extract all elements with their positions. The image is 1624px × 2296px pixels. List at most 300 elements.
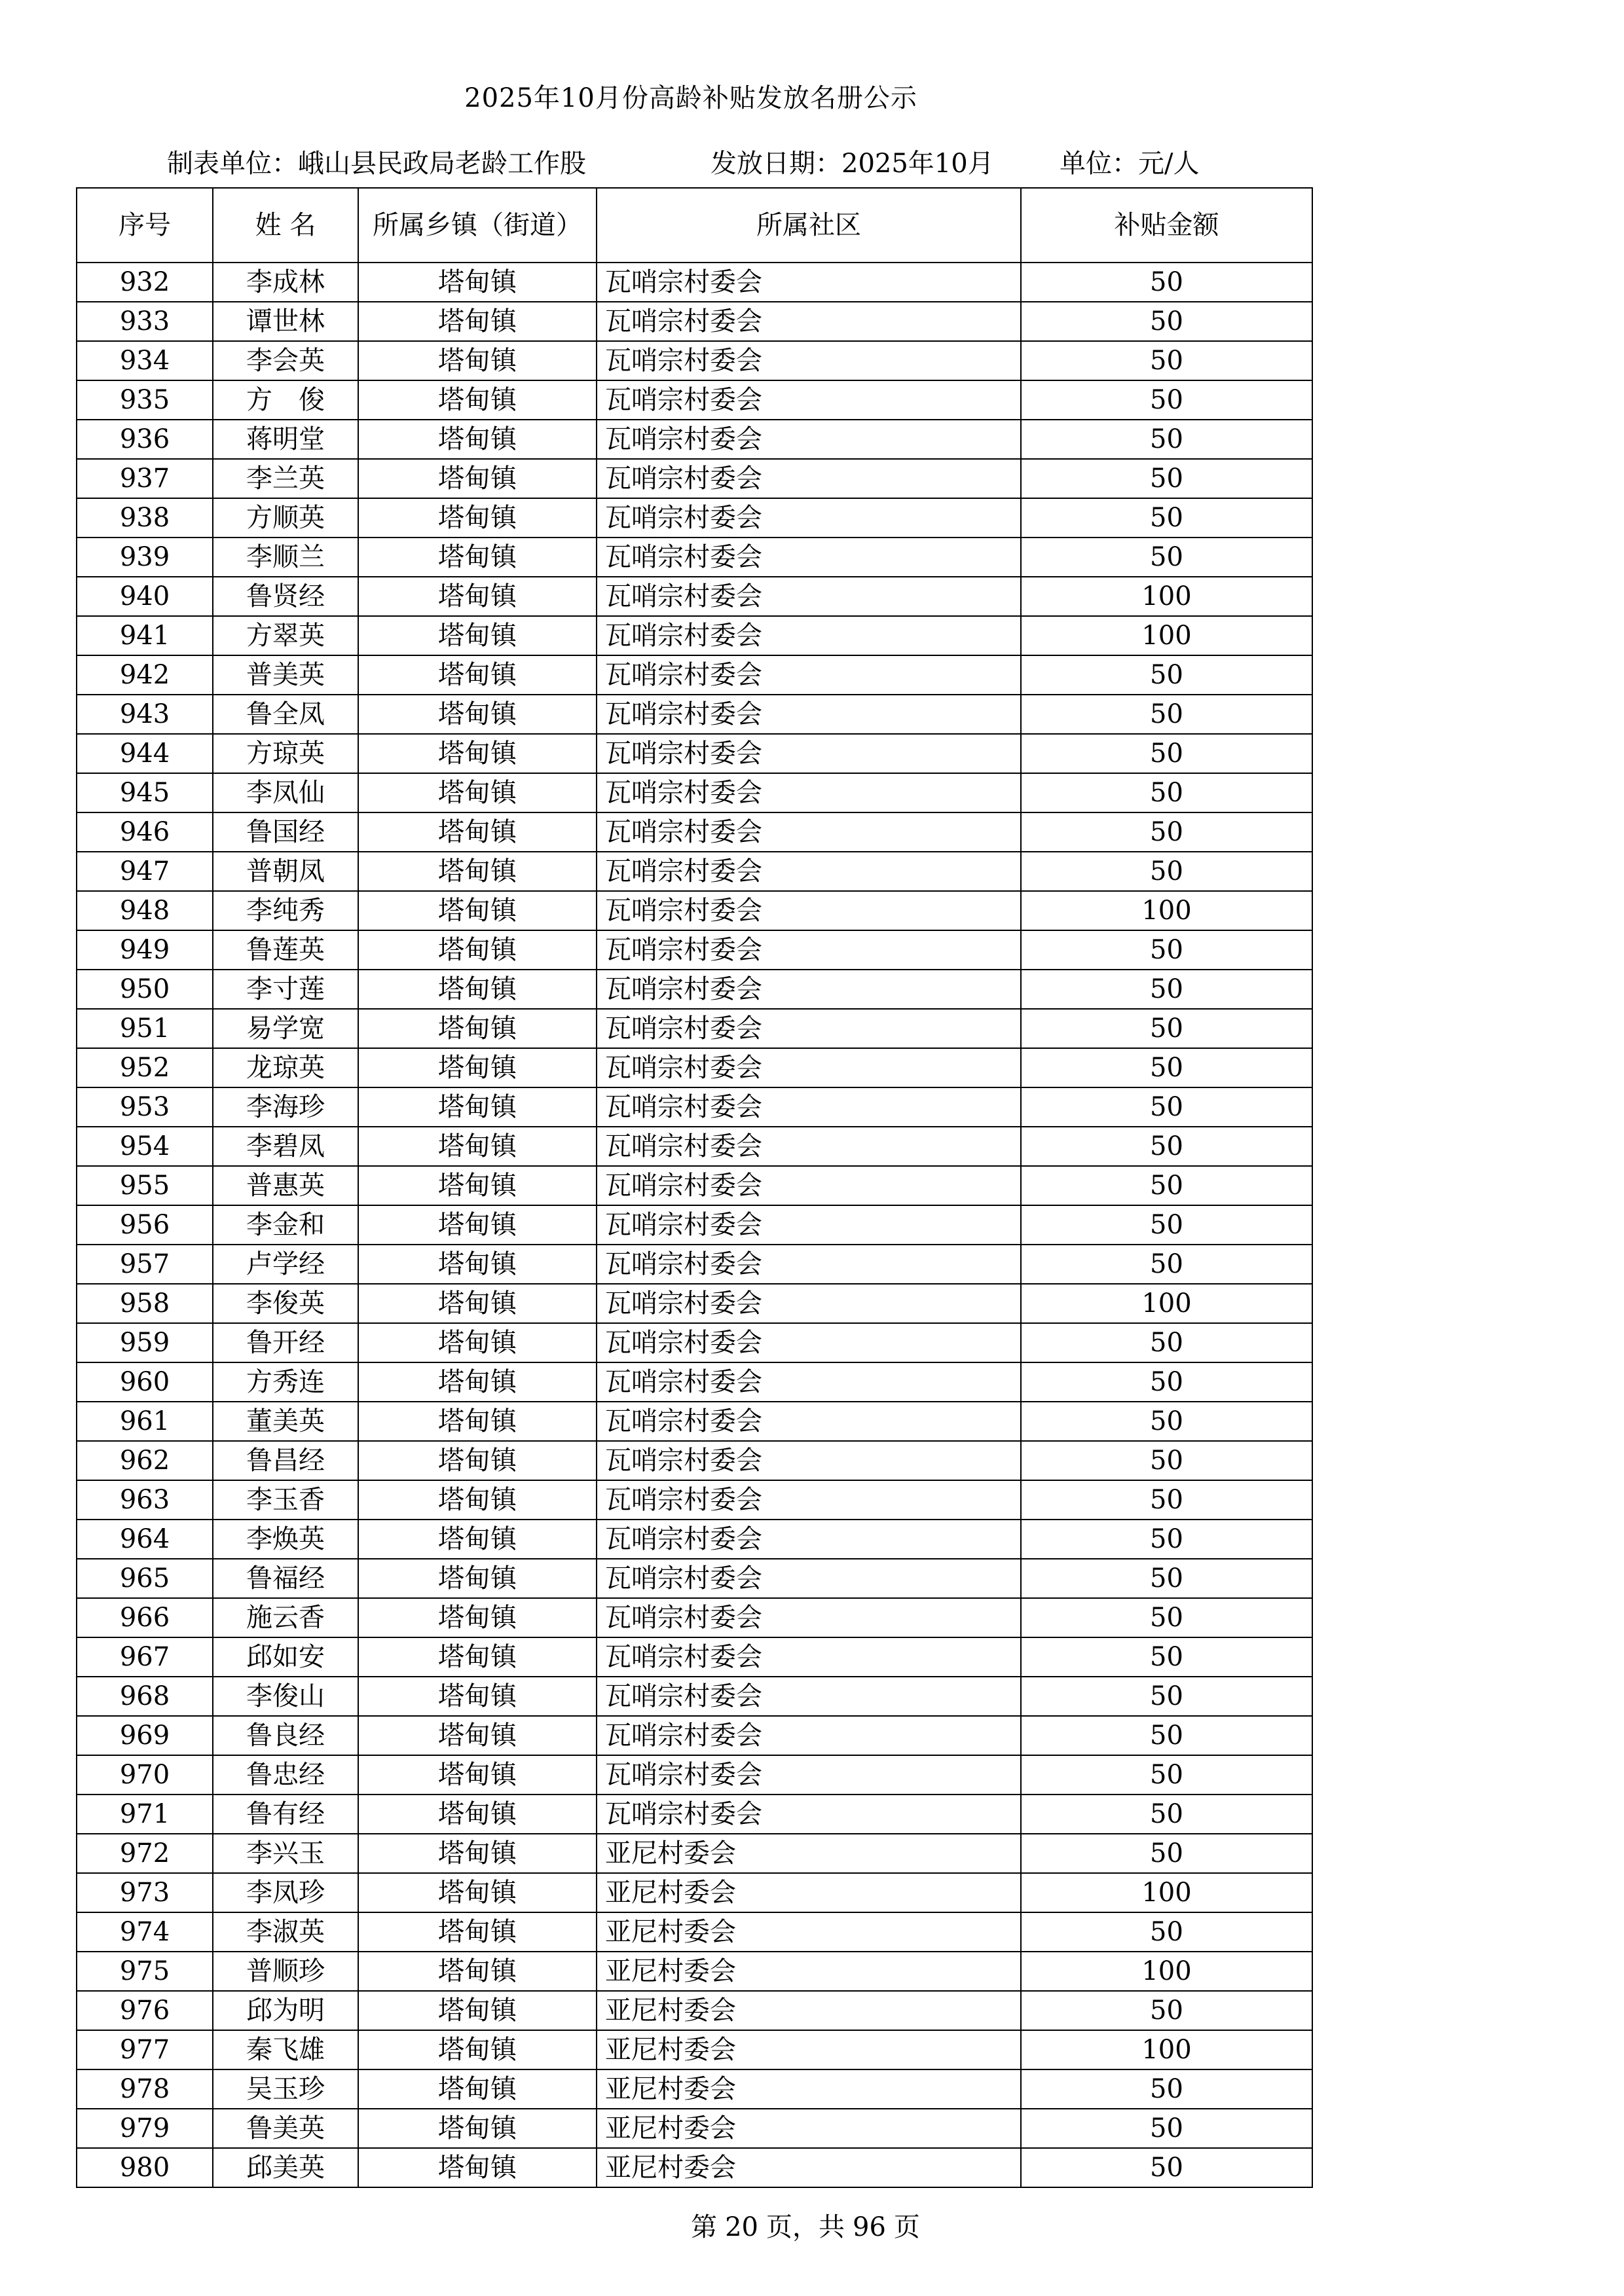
cell-township: 塔甸镇 bbox=[358, 891, 597, 930]
cell-amount: 50 bbox=[1021, 1048, 1312, 1087]
header-township-label: 所属乡镇（街道） bbox=[373, 210, 582, 240]
table-row bbox=[77, 734, 1312, 773]
table-row bbox=[77, 891, 1312, 930]
cell-community: 瓦哨宗村委会 bbox=[597, 1480, 1021, 1520]
cell-community: 瓦哨宗村委会 bbox=[597, 538, 1021, 577]
cell-township: 塔甸镇 bbox=[358, 773, 597, 812]
cell-amount: 50 bbox=[1021, 1520, 1312, 1559]
cell-township: 塔甸镇 bbox=[358, 1245, 597, 1284]
cell-community: 亚尼村委会 bbox=[597, 2030, 1021, 2069]
cell-community: 瓦哨宗村委会 bbox=[597, 891, 1021, 930]
cell-amount: 50 bbox=[1021, 459, 1312, 498]
cell-community: 瓦哨宗村委会 bbox=[597, 930, 1021, 970]
cell-community: 瓦哨宗村委会 bbox=[597, 1362, 1021, 1402]
cell-amount: 100 bbox=[1021, 577, 1312, 616]
cell-township: 塔甸镇 bbox=[358, 380, 597, 420]
cell-township: 塔甸镇 bbox=[358, 1480, 597, 1520]
cell-name: 李俊英 bbox=[213, 1284, 358, 1323]
table-row bbox=[77, 1009, 1312, 1048]
cell-name: 鲁忠经 bbox=[213, 1755, 358, 1795]
table-row bbox=[77, 1677, 1312, 1716]
cell-township: 塔甸镇 bbox=[358, 263, 597, 302]
cell-community: 瓦哨宗村委会 bbox=[597, 302, 1021, 341]
cell-community: 瓦哨宗村委会 bbox=[597, 420, 1021, 459]
cell-amount: 50 bbox=[1021, 1912, 1312, 1952]
cell-community: 瓦哨宗村委会 bbox=[597, 970, 1021, 1009]
cell-serial: 955 bbox=[77, 1166, 213, 1205]
cell-community: 瓦哨宗村委会 bbox=[597, 1441, 1021, 1480]
cell-serial: 971 bbox=[77, 1795, 213, 1834]
table-row bbox=[77, 1716, 1312, 1755]
table-row bbox=[77, 1598, 1312, 1637]
cell-amount: 100 bbox=[1021, 1873, 1312, 1912]
table-row bbox=[77, 1873, 1312, 1912]
cell-amount: 50 bbox=[1021, 2069, 1312, 2109]
cell-township: 塔甸镇 bbox=[358, 2030, 597, 2069]
table-row bbox=[77, 1834, 1312, 1873]
cell-community: 瓦哨宗村委会 bbox=[597, 1716, 1021, 1755]
cell-serial: 961 bbox=[77, 1402, 213, 1441]
issuing-unit: 制表单位：峨山县民政局老龄工作股 bbox=[167, 149, 586, 179]
cell-amount: 50 bbox=[1021, 420, 1312, 459]
table-row bbox=[77, 1520, 1312, 1559]
page-footer bbox=[0, 2206, 1611, 2244]
cell-township: 塔甸镇 bbox=[358, 695, 597, 734]
cell-township: 塔甸镇 bbox=[358, 1952, 597, 1991]
table-row bbox=[77, 695, 1312, 734]
cell-name: 方秀连 bbox=[213, 1362, 358, 1402]
cell-serial: 960 bbox=[77, 1362, 213, 1402]
cell-township: 塔甸镇 bbox=[358, 1520, 597, 1559]
cell-community: 亚尼村委会 bbox=[597, 2148, 1021, 2187]
cell-community: 瓦哨宗村委会 bbox=[597, 1284, 1021, 1323]
cell-serial: 975 bbox=[77, 1952, 213, 1991]
cell-serial: 978 bbox=[77, 2069, 213, 2109]
cell-name: 鲁福经 bbox=[213, 1559, 358, 1598]
cell-name: 鲁贤经 bbox=[213, 577, 358, 616]
cell-amount: 50 bbox=[1021, 380, 1312, 420]
header-serial: 序号 bbox=[77, 188, 213, 263]
cell-amount: 50 bbox=[1021, 1716, 1312, 1755]
cell-name: 李海珍 bbox=[213, 1087, 358, 1127]
table-row bbox=[77, 538, 1312, 577]
cell-amount: 50 bbox=[1021, 538, 1312, 577]
cell-township: 塔甸镇 bbox=[358, 459, 597, 498]
cell-name: 鲁美英 bbox=[213, 2109, 358, 2148]
cell-community: 瓦哨宗村委会 bbox=[597, 1755, 1021, 1795]
footer-total-pages: 96 bbox=[853, 2212, 886, 2242]
cell-township: 塔甸镇 bbox=[358, 1755, 597, 1795]
table-row bbox=[77, 380, 1312, 420]
cell-name: 蒋明堂 bbox=[213, 420, 358, 459]
cell-township: 塔甸镇 bbox=[358, 498, 597, 538]
table-row bbox=[77, 773, 1312, 812]
cell-name: 鲁莲英 bbox=[213, 930, 358, 970]
table-row bbox=[77, 1284, 1312, 1323]
cell-serial: 950 bbox=[77, 970, 213, 1009]
cell-township: 塔甸镇 bbox=[358, 1166, 597, 1205]
currency-unit: 单位：元/人 bbox=[1060, 149, 1200, 179]
cell-name: 普朝凤 bbox=[213, 852, 358, 891]
cell-amount: 50 bbox=[1021, 773, 1312, 812]
cell-township: 塔甸镇 bbox=[358, 1637, 597, 1677]
cell-name: 施云香 bbox=[213, 1598, 358, 1637]
cell-name: 李焕英 bbox=[213, 1520, 358, 1559]
cell-community: 瓦哨宗村委会 bbox=[597, 1087, 1021, 1127]
cell-name: 李凤仙 bbox=[213, 773, 358, 812]
cell-serial: 939 bbox=[77, 538, 213, 577]
cell-serial: 932 bbox=[77, 263, 213, 302]
table-row bbox=[77, 1087, 1312, 1127]
cell-township: 塔甸镇 bbox=[358, 1284, 597, 1323]
table-row bbox=[77, 1323, 1312, 1362]
cell-township: 塔甸镇 bbox=[358, 1048, 597, 1087]
cell-amount: 50 bbox=[1021, 734, 1312, 773]
table-row bbox=[77, 1402, 1312, 1441]
cell-serial: 953 bbox=[77, 1087, 213, 1127]
cell-community: 瓦哨宗村委会 bbox=[597, 734, 1021, 773]
cell-township: 塔甸镇 bbox=[358, 1834, 597, 1873]
cell-name: 邱如安 bbox=[213, 1637, 358, 1677]
cell-township: 塔甸镇 bbox=[358, 1795, 597, 1834]
table-row bbox=[77, 2069, 1312, 2109]
table-row bbox=[77, 498, 1312, 538]
cell-name: 李兴玉 bbox=[213, 1834, 358, 1873]
cell-amount: 100 bbox=[1021, 1284, 1312, 1323]
cell-amount: 50 bbox=[1021, 302, 1312, 341]
cell-name: 鲁国经 bbox=[213, 812, 358, 852]
cell-serial: 964 bbox=[77, 1520, 213, 1559]
table-row bbox=[77, 2148, 1312, 2187]
table-row bbox=[77, 1048, 1312, 1087]
cell-serial: 938 bbox=[77, 498, 213, 538]
footer-mid: 页，共 bbox=[766, 2212, 845, 2242]
cell-serial: 951 bbox=[77, 1009, 213, 1048]
cell-township: 塔甸镇 bbox=[358, 1559, 597, 1598]
cell-township: 塔甸镇 bbox=[358, 1402, 597, 1441]
table-header-row bbox=[77, 188, 1312, 263]
page-title: 2025年10月份高龄补贴发放名册公示 bbox=[464, 83, 917, 113]
cell-township: 塔甸镇 bbox=[358, 577, 597, 616]
table-row bbox=[77, 1127, 1312, 1166]
cell-amount: 50 bbox=[1021, 2109, 1312, 2148]
cell-amount: 50 bbox=[1021, 1402, 1312, 1441]
cell-serial: 974 bbox=[77, 1912, 213, 1952]
cell-amount: 50 bbox=[1021, 1795, 1312, 1834]
cell-township: 塔甸镇 bbox=[358, 1323, 597, 1362]
cell-name: 方琼英 bbox=[213, 734, 358, 773]
cell-name: 卢学经 bbox=[213, 1245, 358, 1284]
cell-serial: 942 bbox=[77, 655, 213, 695]
cell-serial: 943 bbox=[77, 695, 213, 734]
table-row bbox=[77, 616, 1312, 655]
cell-name: 秦飞雄 bbox=[213, 2030, 358, 2069]
cell-serial: 954 bbox=[77, 1127, 213, 1166]
cell-community: 瓦哨宗村委会 bbox=[597, 812, 1021, 852]
cell-township: 塔甸镇 bbox=[358, 812, 597, 852]
cell-amount: 50 bbox=[1021, 1637, 1312, 1677]
table-row bbox=[77, 263, 1312, 302]
cell-amount: 50 bbox=[1021, 1991, 1312, 2030]
cell-community: 瓦哨宗村委会 bbox=[597, 1166, 1021, 1205]
cell-community: 瓦哨宗村委会 bbox=[597, 1677, 1021, 1716]
cell-name: 易学宽 bbox=[213, 1009, 358, 1048]
cell-community: 瓦哨宗村委会 bbox=[597, 341, 1021, 380]
cell-serial: 941 bbox=[77, 616, 213, 655]
cell-name: 鲁全凤 bbox=[213, 695, 358, 734]
cell-amount: 50 bbox=[1021, 970, 1312, 1009]
cell-name: 李俊山 bbox=[213, 1677, 358, 1716]
table-row bbox=[77, 2030, 1312, 2069]
cell-name: 龙琼英 bbox=[213, 1048, 358, 1087]
cell-name: 李成林 bbox=[213, 263, 358, 302]
table-row bbox=[77, 1441, 1312, 1480]
cell-community: 瓦哨宗村委会 bbox=[597, 1245, 1021, 1284]
cell-amount: 50 bbox=[1021, 852, 1312, 891]
footer-prefix: 第 bbox=[691, 2212, 718, 2242]
cell-community: 瓦哨宗村委会 bbox=[597, 1009, 1021, 1048]
cell-community: 瓦哨宗村委会 bbox=[597, 498, 1021, 538]
cell-township: 塔甸镇 bbox=[358, 970, 597, 1009]
cell-name: 李会英 bbox=[213, 341, 358, 380]
cell-township: 塔甸镇 bbox=[358, 1677, 597, 1716]
footer-suffix: 页 bbox=[893, 2212, 920, 2242]
cell-name: 李淑英 bbox=[213, 1912, 358, 1952]
cell-serial: 962 bbox=[77, 1441, 213, 1480]
cell-amount: 50 bbox=[1021, 1127, 1312, 1166]
cell-community: 瓦哨宗村委会 bbox=[597, 1520, 1021, 1559]
cell-serial: 959 bbox=[77, 1323, 213, 1362]
cell-amount: 50 bbox=[1021, 1245, 1312, 1284]
cell-community: 瓦哨宗村委会 bbox=[597, 1637, 1021, 1677]
cell-name: 吴玉珍 bbox=[213, 2069, 358, 2109]
cell-serial: 940 bbox=[77, 577, 213, 616]
cell-township: 塔甸镇 bbox=[358, 852, 597, 891]
cell-amount: 50 bbox=[1021, 1677, 1312, 1716]
table-row bbox=[77, 420, 1312, 459]
cell-community: 瓦哨宗村委会 bbox=[597, 1402, 1021, 1441]
table-row bbox=[77, 1952, 1312, 1991]
cell-township: 塔甸镇 bbox=[358, 1205, 597, 1245]
cell-name: 邱为明 bbox=[213, 1991, 358, 2030]
cell-community: 瓦哨宗村委会 bbox=[597, 1559, 1021, 1598]
cell-name: 普美英 bbox=[213, 655, 358, 695]
cell-township: 塔甸镇 bbox=[358, 1912, 597, 1952]
cell-community: 瓦哨宗村委会 bbox=[597, 1323, 1021, 1362]
cell-community: 瓦哨宗村委会 bbox=[597, 1048, 1021, 1087]
table-row bbox=[77, 852, 1312, 891]
cell-amount: 50 bbox=[1021, 498, 1312, 538]
table-row bbox=[77, 1480, 1312, 1520]
cell-name: 李纯秀 bbox=[213, 891, 358, 930]
cell-township: 塔甸镇 bbox=[358, 1873, 597, 1912]
cell-serial: 973 bbox=[77, 1873, 213, 1912]
cell-community: 亚尼村委会 bbox=[597, 1912, 1021, 1952]
cell-community: 亚尼村委会 bbox=[597, 1873, 1021, 1912]
table-row bbox=[77, 970, 1312, 1009]
cell-name: 李凤珍 bbox=[213, 1873, 358, 1912]
cell-amount: 100 bbox=[1021, 891, 1312, 930]
table-row bbox=[77, 1559, 1312, 1598]
footer-page-number: 20 bbox=[725, 2212, 758, 2242]
cell-amount: 50 bbox=[1021, 1362, 1312, 1402]
cell-community: 亚尼村委会 bbox=[597, 2109, 1021, 2148]
cell-township: 塔甸镇 bbox=[358, 1362, 597, 1402]
cell-name: 董美英 bbox=[213, 1402, 358, 1441]
cell-amount: 50 bbox=[1021, 655, 1312, 695]
cell-name: 李兰英 bbox=[213, 459, 358, 498]
cell-township: 塔甸镇 bbox=[358, 616, 597, 655]
cell-community: 瓦哨宗村委会 bbox=[597, 1205, 1021, 1245]
cell-serial: 958 bbox=[77, 1284, 213, 1323]
cell-name: 邱美英 bbox=[213, 2148, 358, 2187]
cell-community: 瓦哨宗村委会 bbox=[597, 1795, 1021, 1834]
table-row bbox=[77, 655, 1312, 695]
cell-amount: 50 bbox=[1021, 930, 1312, 970]
cell-name: 方翠英 bbox=[213, 616, 358, 655]
cell-community: 瓦哨宗村委会 bbox=[597, 1598, 1021, 1637]
cell-name: 方顺英 bbox=[213, 498, 358, 538]
cell-amount: 50 bbox=[1021, 1205, 1312, 1245]
cell-serial: 966 bbox=[77, 1598, 213, 1637]
cell-amount: 50 bbox=[1021, 1087, 1312, 1127]
cell-name: 李金和 bbox=[213, 1205, 358, 1245]
cell-serial: 945 bbox=[77, 773, 213, 812]
table-row bbox=[77, 1755, 1312, 1795]
cell-township: 塔甸镇 bbox=[358, 302, 597, 341]
cell-amount: 50 bbox=[1021, 1755, 1312, 1795]
cell-serial: 948 bbox=[77, 891, 213, 930]
cell-serial: 937 bbox=[77, 459, 213, 498]
cell-serial: 957 bbox=[77, 1245, 213, 1284]
cell-community: 瓦哨宗村委会 bbox=[597, 263, 1021, 302]
cell-serial: 935 bbox=[77, 380, 213, 420]
cell-serial: 965 bbox=[77, 1559, 213, 1598]
cell-name: 普顺珍 bbox=[213, 1952, 358, 1991]
table-row bbox=[77, 2109, 1312, 2148]
cell-community: 瓦哨宗村委会 bbox=[597, 655, 1021, 695]
cell-serial: 980 bbox=[77, 2148, 213, 2187]
cell-serial: 933 bbox=[77, 302, 213, 341]
table-row bbox=[77, 930, 1312, 970]
cell-amount: 50 bbox=[1021, 1834, 1312, 1873]
table-row bbox=[77, 459, 1312, 498]
table-body bbox=[77, 263, 1312, 2187]
cell-community: 瓦哨宗村委会 bbox=[597, 852, 1021, 891]
cell-township: 塔甸镇 bbox=[358, 420, 597, 459]
cell-township: 塔甸镇 bbox=[358, 655, 597, 695]
subsidy-table bbox=[76, 187, 1313, 2188]
cell-serial: 952 bbox=[77, 1048, 213, 1087]
table-row bbox=[77, 577, 1312, 616]
cell-amount: 50 bbox=[1021, 1441, 1312, 1480]
cell-amount: 50 bbox=[1021, 1009, 1312, 1048]
cell-township: 塔甸镇 bbox=[358, 1716, 597, 1755]
cell-amount: 50 bbox=[1021, 341, 1312, 380]
cell-community: 瓦哨宗村委会 bbox=[597, 695, 1021, 734]
cell-serial: 976 bbox=[77, 1991, 213, 2030]
cell-community: 瓦哨宗村委会 bbox=[597, 459, 1021, 498]
table-row bbox=[77, 302, 1312, 341]
cell-community: 瓦哨宗村委会 bbox=[597, 577, 1021, 616]
cell-amount: 100 bbox=[1021, 1952, 1312, 1991]
table-row bbox=[77, 1991, 1312, 2030]
cell-township: 塔甸镇 bbox=[358, 1009, 597, 1048]
cell-township: 塔甸镇 bbox=[358, 2148, 597, 2187]
table-row bbox=[77, 1362, 1312, 1402]
cell-name: 鲁昌经 bbox=[213, 1441, 358, 1480]
cell-serial: 970 bbox=[77, 1755, 213, 1795]
cell-township: 塔甸镇 bbox=[358, 2069, 597, 2109]
cell-township: 塔甸镇 bbox=[358, 1598, 597, 1637]
table-row bbox=[77, 1912, 1312, 1952]
cell-township: 塔甸镇 bbox=[358, 734, 597, 773]
cell-community: 瓦哨宗村委会 bbox=[597, 616, 1021, 655]
cell-name: 李玉香 bbox=[213, 1480, 358, 1520]
cell-community: 亚尼村委会 bbox=[597, 1952, 1021, 1991]
cell-township: 塔甸镇 bbox=[358, 1127, 597, 1166]
cell-serial: 967 bbox=[77, 1637, 213, 1677]
header-name: 姓 名 bbox=[213, 188, 358, 263]
cell-township: 塔甸镇 bbox=[358, 1087, 597, 1127]
cell-amount: 50 bbox=[1021, 812, 1312, 852]
cell-amount: 50 bbox=[1021, 1323, 1312, 1362]
cell-serial: 972 bbox=[77, 1834, 213, 1873]
cell-serial: 956 bbox=[77, 1205, 213, 1245]
cell-amount: 50 bbox=[1021, 1559, 1312, 1598]
table-row bbox=[77, 1795, 1312, 1834]
cell-community: 亚尼村委会 bbox=[597, 1991, 1021, 2030]
cell-township: 塔甸镇 bbox=[358, 538, 597, 577]
header-amount: 补贴金额 bbox=[1021, 188, 1312, 263]
cell-community: 瓦哨宗村委会 bbox=[597, 1127, 1021, 1166]
cell-serial: 946 bbox=[77, 812, 213, 852]
cell-serial: 944 bbox=[77, 734, 213, 773]
cell-name: 鲁有经 bbox=[213, 1795, 358, 1834]
cell-serial: 977 bbox=[77, 2030, 213, 2069]
cell-amount: 100 bbox=[1021, 2030, 1312, 2069]
header-township bbox=[358, 188, 597, 263]
cell-township: 塔甸镇 bbox=[358, 1991, 597, 2030]
cell-serial: 969 bbox=[77, 1716, 213, 1755]
header-community: 所属社区 bbox=[597, 188, 1021, 263]
cell-amount: 100 bbox=[1021, 616, 1312, 655]
cell-name: 李碧凤 bbox=[213, 1127, 358, 1166]
table-row bbox=[77, 812, 1312, 852]
cell-serial: 936 bbox=[77, 420, 213, 459]
cell-name: 李顺兰 bbox=[213, 538, 358, 577]
cell-township: 塔甸镇 bbox=[358, 341, 597, 380]
cell-name: 谭世林 bbox=[213, 302, 358, 341]
cell-serial: 934 bbox=[77, 341, 213, 380]
issue-date: 发放日期：2025年10月 bbox=[710, 149, 994, 179]
cell-name: 李寸莲 bbox=[213, 970, 358, 1009]
cell-amount: 50 bbox=[1021, 1166, 1312, 1205]
cell-serial: 968 bbox=[77, 1677, 213, 1716]
table-row bbox=[77, 1637, 1312, 1677]
table-row bbox=[77, 1205, 1312, 1245]
cell-community: 瓦哨宗村委会 bbox=[597, 773, 1021, 812]
cell-community: 亚尼村委会 bbox=[597, 2069, 1021, 2109]
cell-township: 塔甸镇 bbox=[358, 2109, 597, 2148]
cell-amount: 50 bbox=[1021, 695, 1312, 734]
table-row bbox=[77, 1166, 1312, 1205]
cell-serial: 979 bbox=[77, 2109, 213, 2148]
cell-serial: 949 bbox=[77, 930, 213, 970]
table-row bbox=[77, 1245, 1312, 1284]
cell-name: 鲁开经 bbox=[213, 1323, 358, 1362]
cell-township: 塔甸镇 bbox=[358, 930, 597, 970]
